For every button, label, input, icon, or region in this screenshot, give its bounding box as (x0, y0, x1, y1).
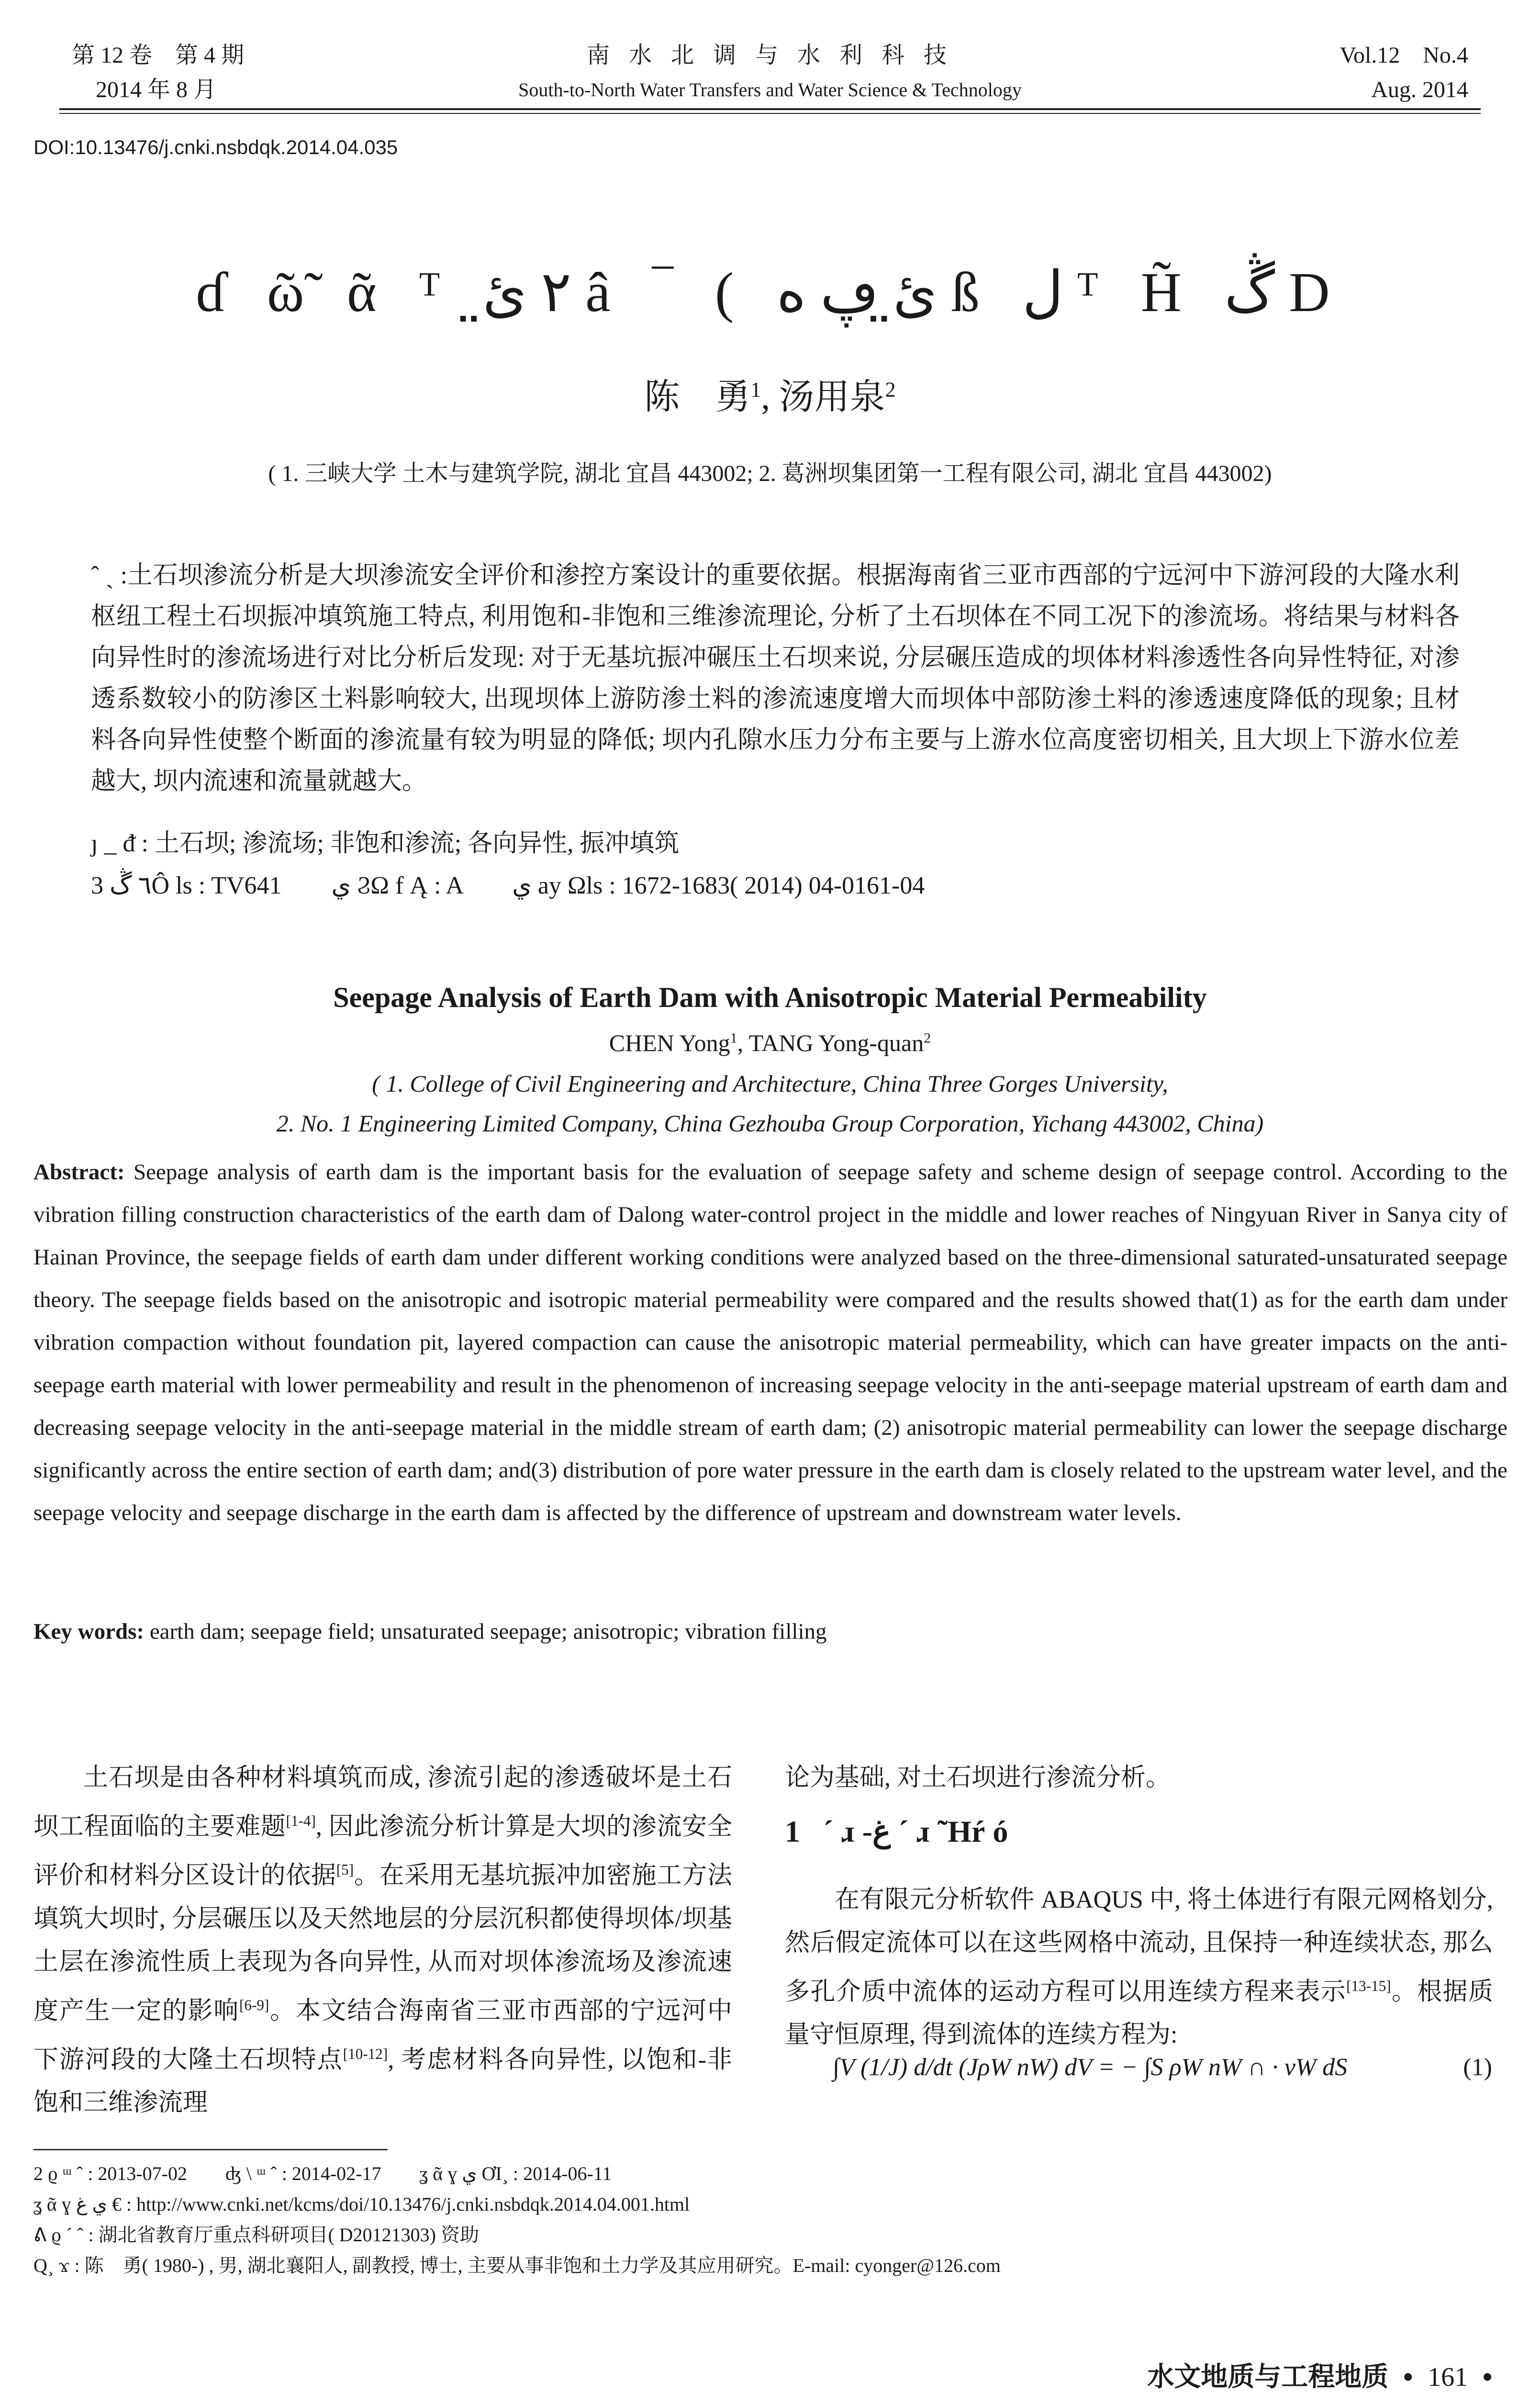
keywords-en-text: earth dam; seepage field; unsaturated seepage; anisotropic; vibration filling (149, 1619, 827, 1644)
intro-text-2: , 因此渗流分析计算是大坝的渗流安全评价和材料分区设计的依据 (33, 1813, 732, 1890)
intro-text-3: 。在采用无基坑振冲加密施工方法填筑大坝时, 分层碾压以及天然地层的分层沉积都使得坝体/坝基土层在渗流性质上表现为各向异性, 从而对坝体渗流场及渗流速度产生一定的影响 (33, 1862, 732, 2024)
section-1-text-1: 在有限元分析软件 ABAQUS 中, 将土体进行有限元网格划分, 然后假定流体可以在这些网格中流动, 且保持一种连续状态, 那么多孔介质中流体的运动方程可以用连续方程来表示 (785, 1886, 1493, 2006)
date-cn: 2014 年 8 月 (96, 77, 217, 102)
citation-4: [10-12] (343, 2045, 388, 2062)
author-1-name: 陈 勇 (644, 378, 751, 417)
author-2-name-en: TANG Yong-quan (748, 1029, 924, 1056)
abstract-cn-label: ˆ ˎ : (91, 562, 128, 589)
volume-issue-en: Vol.12 No.4 (1339, 43, 1468, 68)
keywords-en-label: Key words: (33, 1619, 145, 1644)
header-rule (59, 108, 1481, 110)
page-footer (1147, 2356, 1492, 2393)
footnote-url: ʓ ᾶ ɣ ي ﻍ € : http://www.cnki.net/kcms/doi/10.13476/j.cnki.nsbdqk.2014.04.001.html (33, 2193, 690, 2215)
footnote-funding: ᕕ ϱ ´ ˆ : 湖北省教育厅重点科研项目( D20121303) 资助 (33, 2224, 479, 2246)
footer-column-name: 水文地质与工程地质 (1147, 2361, 1389, 2392)
author-separator-en: , (737, 1029, 749, 1056)
keywords-cn-label: ȷ _ ᵭ : (91, 830, 148, 857)
intro-text-5: , 考虑材料各向异性, 以饱和-非饱和三维渗流理 (33, 2046, 732, 2117)
doi-line: DOI:10.13476/j.cnki.nsbdqk.2014.04.035 (33, 136, 398, 158)
author-1-sup: 1 (750, 377, 761, 402)
affiliation-en-line-1: ( 1. College of Civil Engineering and Architecture, China Three Gorges University, (372, 1070, 1168, 1097)
footnote-rule (33, 2149, 388, 2150)
citation-5: [13-15] (1346, 1978, 1391, 1994)
keywords-cn (91, 823, 1460, 864)
affiliation-cn: ( 1. 三峡大学 土木与建筑学院, 湖北 宜昌 443002; 2. 葛洲坝集团第一工程有限公司, 湖北 宜昌 443002) (268, 461, 1272, 486)
abstract-cn (91, 555, 1460, 802)
header-right (1340, 38, 1468, 107)
authors-cn (0, 369, 1540, 419)
intro-text-4: 。本文结合海南省三亚市西部的宁远河中下游河段的大隆土石坝特点 (33, 1997, 732, 2074)
keywords-en (33, 1619, 1507, 1644)
footnote-dates: 2 ϱ ᵚ ˆ : 2013-07-02 ʤ \ ᵚ ˆ : 2014-02-17 ʓ ᾶ ɣ ي ƠΙ¸ : 2014-06-11 (33, 2163, 612, 2184)
volume-issue-cn: 第 12 卷 第 4 期 (72, 43, 245, 68)
section-1-heading (785, 1814, 1493, 1849)
section-1-paragraph (785, 1879, 1493, 2057)
abstract-en-label: Abstract: (33, 1160, 125, 1185)
date-en: Aug. 2014 (1371, 77, 1468, 102)
section-1-text-2: 。根据质量守恒原理, 得到流体的连续方程为: (785, 1978, 1493, 2049)
author-1-sup-en: 1 (730, 1030, 737, 1046)
abstract-en (33, 1151, 1507, 1534)
author-separator: , (761, 378, 779, 417)
abstract-en-text: Seepage analysis of earth dam is the important basis for the evaluation of seepage safety and scheme design of seepage control. According to the vibration filling construction characteristics of the earth dam of Dalong water-control project in the middle and lower reaches of Ningyuan River in Sanya city of Hainan Province, the seepage fields of earth dam under different working conditions were analyzed based on the three-dimensional saturated-unsaturated seepage theory. The seepage fields based on the anisotropic and isotropic material permeability were compared and the results showed that(1) as for the earth dam under vibration compaction without foundation pit, layered compaction can cause the anisotropic material permeability, which can have greater impacts on the anti-seepage earth material with lower permeability and result in the phenomenon of increasing seepage velocity in the anti-seepage material upstream of earth dam and decreasing seepage velocity in the anti-seepage material in the middle stream of earth dam; (2) anisotropic material permeability can lower the seepage discharge significantly across the entire section of earth dam; and(3) distribution of pore water pressure in the earth dam is closely related to the upstream water level, and the seepage velocity and seepage discharge in the earth dam is affected by the difference of upstream and downstream water levels. (33, 1160, 1508, 1525)
author-1-name-en: CHEN Yong (609, 1029, 730, 1056)
section-1-title: ˊ ɹ -ﻍ ˊ ɹ ˜Hŕ ó (823, 1814, 1008, 1848)
equation-1: ∫V (1/J) d/dt (JρW nW) dV = − ∫S ρW nW ∩ · vW dS (833, 2054, 1348, 2081)
page-number: 161 (1428, 2362, 1468, 2392)
header-center (0, 38, 1540, 107)
authors-en (0, 1029, 1540, 1057)
paper-title-cn: ɗ ῶ̃ ᾶ ᵀ ٢ ئ̤ â ‾ ( ئ̤ ڥ ه ß ل ᵀ H̃ ڴ D (196, 261, 1344, 324)
equation-1-number: (1) (1463, 2054, 1492, 2081)
author-2-name: 汤用泉 (779, 378, 885, 417)
intro-text-1: 土石坝是由各种材料填筑而成, 渗流引起的渗透破坏是土石坝工程面临的主要难题 (33, 1764, 732, 1841)
intro-paragraph (33, 1756, 732, 2125)
intro-continuation: 论为基础, 对土石坝进行渗流分析。 (785, 1764, 1171, 1791)
citation-1: [1-4] (286, 1812, 316, 1829)
citation-3: [6-9] (239, 1996, 269, 2013)
author-2-sup: 2 (885, 377, 896, 402)
footer-bullet: • (1403, 2361, 1413, 2392)
classification-line: 3 ٦ ڴÔ ls : TV641 ي ϨΩ f Ą : A ي ay Ωls : 1672-1683( 2014) 04-0161-04 (91, 872, 925, 899)
footer-bullet-2: • (1483, 2361, 1492, 2392)
abstract-cn-text: 土石坝渗流分析是大坝渗流安全评价和渗控方案设计的重要依据。根据海南省三亚市西部的宁远河中下游河段的大隆水利枢纽工程土石坝振冲填筑施工特点, 利用饱和-非饱和三维渗流理论, 分析了土石坝体在不同工况下的渗流场。将结果与材料各向异性时的渗流场进行对比分析后发现: 对于无基坑振冲碾压土石坝来说, 分层碾压造成的坝体材料渗透性各向异性特征, 对渗透系数较小的防渗区土料影响较大, 出现坝体上游防渗土料的渗流速度增大而坝体中部防渗土料的渗透速度降低的现象; 且材料各向异性使整个断面的渗流量有较为明显的降低; 坝内孔隙水压力分布主要与上游水位高度密切相关, 且大坝上下游水位差越大, 坝内流速和流量就越大。 (91, 562, 1460, 795)
paper-title-en: Seepage Analysis of Earth Dam with Anisotropic Material Permeability (333, 982, 1207, 1013)
section-1-number: 1 (785, 1814, 800, 1848)
journal-name-cn: 南 水 北 调 与 水 利 科 技 (586, 43, 953, 68)
journal-name-en: South-to-North Water Transfers and Water Science & Technology (518, 79, 1022, 101)
affiliation-en-line-2: 2. No. 1 Engineering Limited Company, China Gezhouba Group Corporation, Yichang 443002, China) (276, 1110, 1264, 1137)
keywords-cn-text: 土石坝; 渗流场; 非饱和渗流; 各向异性, 振冲填筑 (154, 830, 680, 857)
citation-2: [5] (336, 1861, 354, 1879)
footnote-author-bio: Q¸ ϫ : 陈 勇( 1980-) , 男, 湖北襄阳人, 副教授, 博士, 主要从事非饱和土力学及其应用研究。E-mail: cyonger@126.com (33, 2255, 1001, 2276)
author-2-sup-en: 2 (924, 1030, 931, 1046)
header-rule-thin (59, 113, 1481, 114)
